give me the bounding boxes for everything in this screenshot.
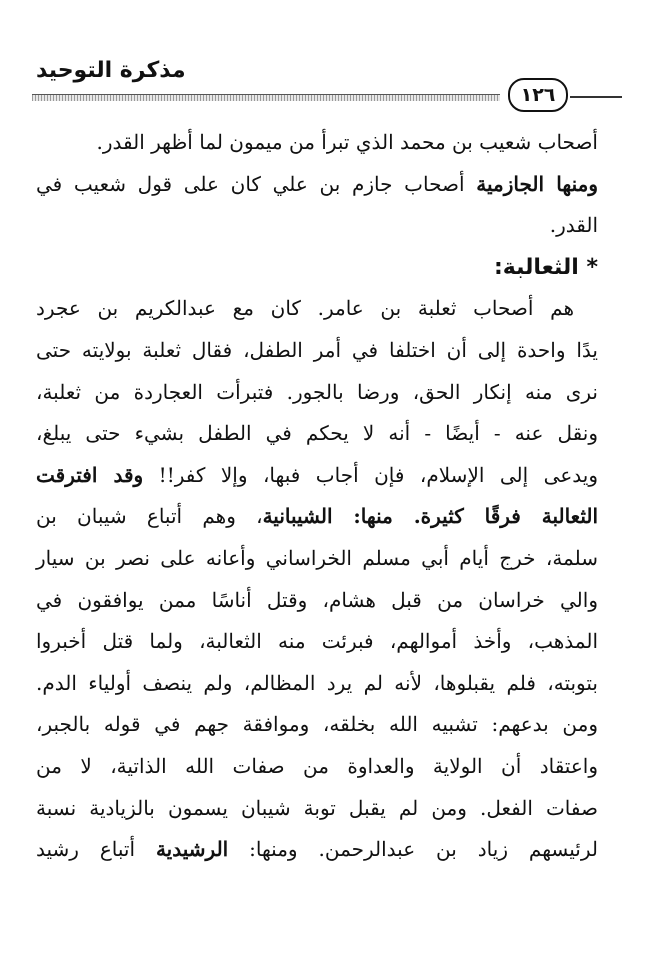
text-line <box>36 413 598 455</box>
page-body <box>36 122 598 871</box>
bold-term: ومنها الجازمية <box>476 171 598 196</box>
text-segment: ونقل عنه - أيضًا - أنه لا يحكم في الطفل بشيء حتى يبلغ، <box>36 421 598 446</box>
text-segment: يدًا واحدة إلى أن اختلفا في أمر الطفل، فقال ثعلبة بولايته حتى <box>36 337 598 362</box>
text-line <box>36 164 598 206</box>
bold-term: الثعالبة فرقًا كثيرة. منها: الشيبانية <box>262 504 598 529</box>
text-line <box>36 455 598 497</box>
text-line <box>36 663 598 705</box>
text-segment: ومن بدعهم: تشبيه الله بخلقه، وموافقة جهم في قوله بالجبر، <box>36 712 598 737</box>
text-line <box>36 372 598 414</box>
text-line <box>36 205 598 247</box>
text-line <box>36 496 598 538</box>
header-divider-right <box>570 96 622 98</box>
text-segment: أصحاب شعيب بن محمد الذي تبرأ من ميمون لما أظهر القدر. <box>96 130 598 154</box>
text-line <box>36 788 598 830</box>
section-heading <box>36 247 598 289</box>
text-segment: القدر. <box>549 213 598 238</box>
text-line <box>36 704 598 746</box>
text-segment: ، وهم أتباع شيبان بن <box>36 504 263 529</box>
text-line <box>36 746 598 788</box>
text-segment: أتباع رشيد <box>36 837 156 862</box>
text-segment: هم أصحاب ثعلبة بن عامر. كان مع عبدالكريم بن عجرد <box>36 296 574 321</box>
page-header <box>22 52 636 110</box>
header-divider <box>32 94 500 101</box>
text-segment: ويدعى إلى الإسلام، فإن أجاب فبها، وإلا كفر!! <box>143 462 598 487</box>
text-line <box>36 580 598 622</box>
text-segment: نرى منه إنكار الحق، ورضا بالجور. فتبرأت العجاردة من ثعلبة، <box>36 379 598 404</box>
text-segment: والي خراسان من قبل هشام، وقتل أناسًا ممن يوافقون في <box>36 587 598 612</box>
bold-term: الرشيدية <box>155 837 229 862</box>
text-segment: أصحاب جازم بن علي كان على قول شعيب في <box>36 171 477 196</box>
bold-term: وقد افترقت <box>36 462 144 487</box>
text-line <box>36 538 598 580</box>
text-line <box>36 330 598 372</box>
text-segment: واعتقاد أن الولاية والعداوة من صفات الله الذاتية، لا من <box>36 753 598 778</box>
text-line <box>36 288 598 330</box>
text-line <box>36 122 598 164</box>
text-segment: بتوبته، فلم يقبلوها، لأنه لم يرد المظالم، ولم ينصف أولياء الدم. <box>36 670 598 695</box>
text-line <box>36 621 598 663</box>
text-segment: سلمة، خرج أيام أبي مسلم الخراساني وأعانه على نصر بن سيار <box>36 545 598 570</box>
book-title: مذكرة التوحيد <box>36 58 186 83</box>
text-line <box>36 829 598 871</box>
text-segment: لرئيسهم زياد بن عبدالرحمن. ومنها: <box>228 837 598 862</box>
text-segment: صفات الفعل. ومن لم يقبل توبة شيبان يسمون بالزيادية نسبة <box>36 795 598 820</box>
text-segment: المذهب، وأخذ أموالهم، فبرئت منه الثعالبة، ولما قتل أخبروا <box>36 629 598 654</box>
bold-term: * الثعالبة: <box>493 254 598 280</box>
page-number: ١٢٦ <box>508 78 568 112</box>
